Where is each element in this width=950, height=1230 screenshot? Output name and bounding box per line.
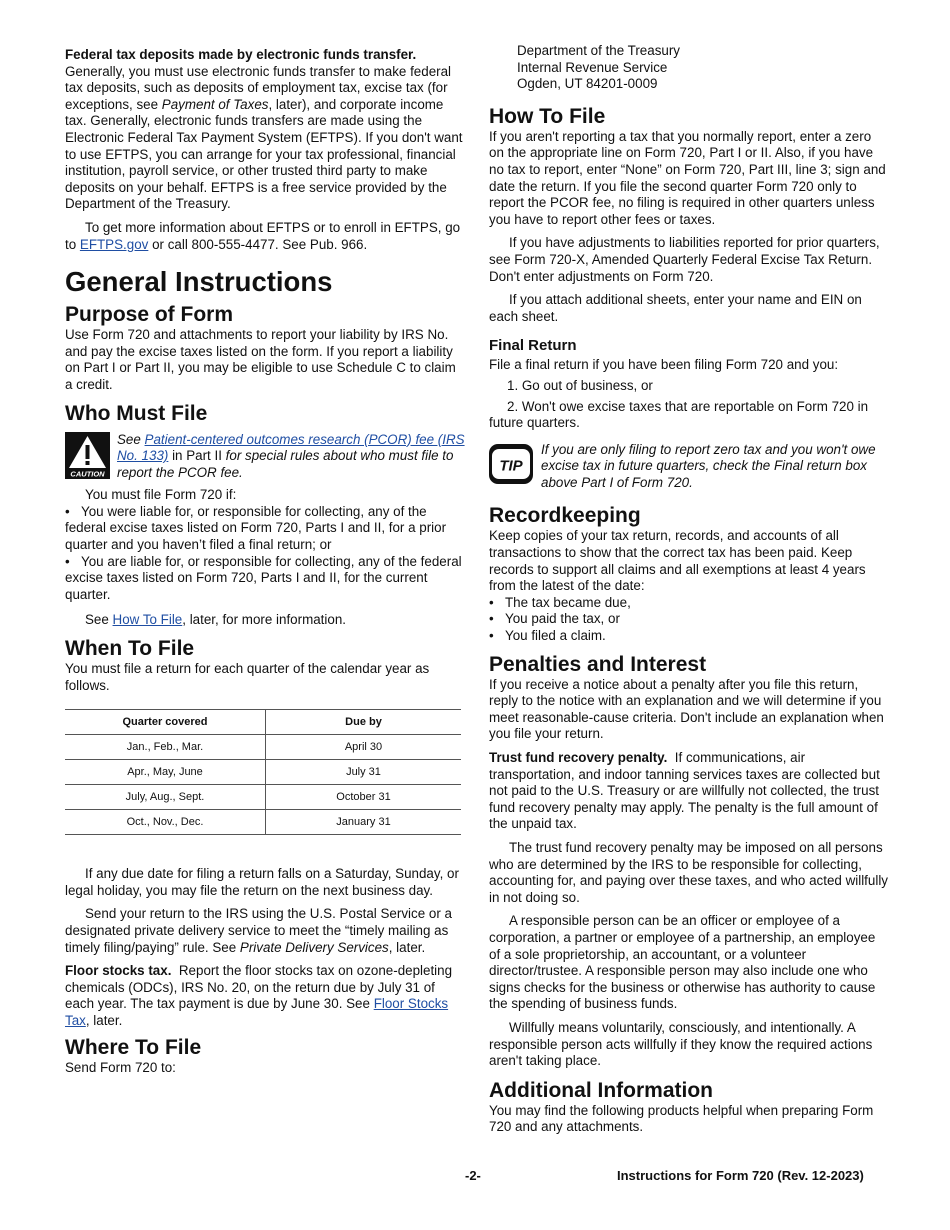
send-text: Send your return to the IRS using the U.S. Postal Service or a designated private delivery service to meet the “timely mailing as timely filing/paying” rule. See xyxy=(65,906,452,955)
eftps-text: To get more information about EFTPS or to enroll in EFTPS, go to xyxy=(65,219,461,252)
final-item-2: 2. Won't owe excise taxes that are reportable on Form 720 in future quarters. xyxy=(489,398,869,431)
due-dates-table xyxy=(65,709,461,835)
final-item-1: 1. Go out of business, or xyxy=(507,377,653,393)
send-text-2: , later. xyxy=(388,939,426,955)
bullet-text: You are liable for, or responsible for collecting, any of the federal excise taxes listed on Form 720, Parts I and II, for the current quarter. xyxy=(65,553,462,602)
right-column xyxy=(489,43,889,1136)
penalties-paragraph-5: Willfully means voluntarily, consciously, and intentionally. A responsible person acts willfully if they know the required actions aren't taking place. xyxy=(489,1019,873,1069)
recordkeeping-text: Keep copies of your tax return, records, and accounts of all transactions to show that the correct tax has been paid. Keep records to support all claims and all exemptions at least 4 years from the latest of the date: xyxy=(489,528,866,594)
penalties-paragraph-4: A responsible person can be an officer or employee of a corporation, a partner or employee of a partnership, an employee of a sole proprietorship, an accountant, or a volunteer director/trustee. A responsible person may also include one who signs checks for the business or otherwise has authority to cause the spending of business funds. xyxy=(489,913,876,1012)
bullet-glyph: • xyxy=(489,611,494,627)
table-cell: July, Aug., Sept. xyxy=(65,785,266,810)
additional-information-title: Additional Information xyxy=(489,1078,713,1102)
bullet-glyph: • xyxy=(65,553,70,569)
pcor-fee-link[interactable]: Patient-centered outcomes research (PCOR) fee (IRS No. 133) xyxy=(117,431,465,464)
how-paragraph-1: If you aren't reporting a tax that you normally report, enter a zero on the appropriate line on Form 720, Part I or II. Also, if you have no tax to report, enter “None” on Form 720, Part III, line 3; sign and date the return. If you file the second quarter Form 720 only to report the PCOR fee, no filing is required in other quarters unless you have to report other fees or taxes. xyxy=(489,128,886,227)
penalties-paragraph-3: The trust fund recovery penalty may be imposed on all persons who are determined by the IRS to be responsible for collecting, accounting for, and paying over these taxes, and who acted willfully in not doing so. xyxy=(489,839,888,905)
when-text: You must file a return for each quarter of the calendar year as follows. xyxy=(65,661,430,693)
purpose-text: Use Form 720 and attachments to report your liability by IRS No. and pay the excise taxes listed on the form. If you report a liability on Part I or Part II, you may be eligible to use Schedule C to claim a credit. xyxy=(65,327,456,392)
trust-fund-paragraph xyxy=(489,750,889,833)
bullet-glyph: • xyxy=(489,594,494,610)
table-row xyxy=(65,785,461,810)
when-to-file-title: When To File xyxy=(65,637,195,661)
bullet-text: You filed a claim. xyxy=(505,628,606,644)
eftps-paragraph xyxy=(65,220,465,253)
floor-heading: Floor stocks tax. xyxy=(65,963,172,979)
must-file-intro: You must file Form 720 if: xyxy=(85,487,237,503)
table-cell: April 30 xyxy=(266,735,462,760)
bullet-glyph: • xyxy=(489,628,494,644)
penalties-title: Penalties and Interest xyxy=(489,652,707,676)
recordkeeping-title: Recordkeeping xyxy=(489,504,641,528)
bullet-text: The tax became due, xyxy=(505,594,631,610)
floor-stocks-link[interactable]: Floor Stocks Tax xyxy=(65,996,449,1028)
eft-italic: Payment of Taxes xyxy=(161,96,269,112)
see-text-2: , later, for more information. xyxy=(182,612,346,628)
floor-end: , later. xyxy=(85,1012,123,1028)
penalties-paragraph-1: If you receive a notice about a penalty after you file this return, reply to the notice with an explanation and we will determine if you meet reasonable-cause criteria. Don't include an explanation when you file your return. xyxy=(489,676,884,742)
table-cell: Apr., May, June xyxy=(65,760,266,785)
final-return-title: Final Return xyxy=(489,337,577,355)
bullet-glyph: • xyxy=(65,503,70,519)
how-paragraph-3: If you attach additional sheets, enter your name and EIN on each sheet. xyxy=(489,292,862,324)
address-line: Department of the Treasury xyxy=(517,43,680,58)
caution-see: See xyxy=(117,431,145,447)
bullet-item xyxy=(65,504,465,554)
see-text: See xyxy=(85,612,113,628)
bullet-text: You were liable for, or responsible for collecting, any of the federal excise taxes listed on Form 720, Parts I and II, for a prior quarter and you haven’t filed a final return; or xyxy=(65,503,447,553)
page-number: -2- xyxy=(465,1168,481,1183)
table-row xyxy=(65,760,461,785)
tip-text: If you are only filing to report zero tax and you won't owe excise tax in future quarters, check the Final return box above Part I of Form 720. xyxy=(541,441,876,490)
table-header-row xyxy=(65,710,461,735)
table-cell: January 31 xyxy=(266,810,462,835)
additional-information-text: You may find the following products helpful when preparing Form 720 and any attachments. xyxy=(489,1102,874,1135)
header-quarter: Quarter covered xyxy=(65,710,266,735)
floor-stocks-paragraph xyxy=(65,963,465,1029)
tip-note xyxy=(489,442,889,492)
general-instructions-title: General Instructions xyxy=(65,266,333,298)
eft-text: Generally, you must use electronic funds transfer to make federal tax deposits, such as deposits of employment tax, excise tax (for exceptions, see xyxy=(65,63,452,112)
address-line: Internal Revenue Service xyxy=(517,59,668,75)
who-must-file-title: Who Must File xyxy=(65,401,208,425)
how-to-file-link[interactable]: How To File xyxy=(112,612,183,628)
svg-text:CAUTION: CAUTION xyxy=(70,469,105,478)
svg-text:TIP: TIP xyxy=(499,457,523,475)
final-return-text: File a final return if you have been filing Form 720 and you: xyxy=(489,357,839,373)
bullet-item xyxy=(489,595,889,612)
send-return-paragraph xyxy=(65,906,465,956)
tip-icon xyxy=(489,444,533,484)
table-row xyxy=(65,810,461,835)
caution-icon xyxy=(65,432,110,479)
eft-heading: Federal tax deposits made by electronic funds transfer. xyxy=(65,47,417,62)
caution-note xyxy=(65,432,465,482)
eftps-link[interactable]: EFTPS.gov xyxy=(79,236,149,252)
caution-mid: in Part II xyxy=(168,448,226,464)
where-to-file-title: Where To File xyxy=(65,1035,202,1059)
bullet-item xyxy=(489,628,889,645)
bullet-item xyxy=(489,611,889,628)
address-line: Ogden, UT 84201-0009 xyxy=(517,76,658,92)
purpose-title: Purpose of Form xyxy=(65,303,234,327)
form-footer-title: Instructions for Form 720 (Rev. 12-2023) xyxy=(617,1168,864,1183)
bullet-item xyxy=(65,554,465,604)
how-to-file-title: How To File xyxy=(489,104,606,128)
eft-paragraph xyxy=(65,47,465,213)
due-weekend-text: If any due date for filing a return falls on a Saturday, Sunday, or legal holiday, you may file the return on the next business day. xyxy=(65,866,459,898)
eft-text-2: , later), and corporate income tax. Generally, electronic funds transfers are made using the Electronic Federal Tax Payment System (EFTPS). If you don't want to use EFTPS, you can arrange for your tax professional, financial institution, payroll service, or other trusted third party to make deposits on your behalf. EFTPS is a free service provided by the Department of the Treasury. xyxy=(65,96,463,212)
table-cell: Oct., Nov., Dec. xyxy=(65,810,266,835)
bullet-text: You paid the tax, or xyxy=(505,611,620,627)
eftps-text-2: or call 800-555-4477. See Pub. 966. xyxy=(148,236,368,252)
how-paragraph-2: If you have adjustments to liabilities reported for prior quarters, see Form 720-X, Amended Quarterly Federal Excise Tax Return. Don't enter adjustments on Form 720. xyxy=(489,235,880,284)
trust-heading: Trust fund recovery penalty. xyxy=(489,750,668,765)
left-column xyxy=(65,47,465,1076)
table-cell: October 31 xyxy=(266,785,462,810)
table-row xyxy=(65,735,461,760)
send-italic: Private Delivery Services xyxy=(239,939,389,955)
caution-rest: for special rules about who must file to report the PCOR fee. xyxy=(117,448,454,480)
where-text: Send Form 720 to: xyxy=(65,1059,176,1075)
floor-text: Report the floor stocks tax on ozone-depleting chemicals (ODCs), IRS No. 20, on the return due by July 31 of each year. The tax payment is due by June 30. See xyxy=(65,963,453,1012)
trust-text: If communications, air transportation, and indoor tanning services taxes are collected but not paid to the U.S. Treasury or are willfully not collected, the trust fund recovery penalty may apply. The penalty is the full amount of the unpaid tax. xyxy=(489,750,880,832)
see-how-to-file xyxy=(65,612,465,629)
header-due: Due by xyxy=(266,710,462,735)
table-cell: Jan., Feb., Mar. xyxy=(65,735,266,760)
table-cell: July 31 xyxy=(266,760,462,785)
